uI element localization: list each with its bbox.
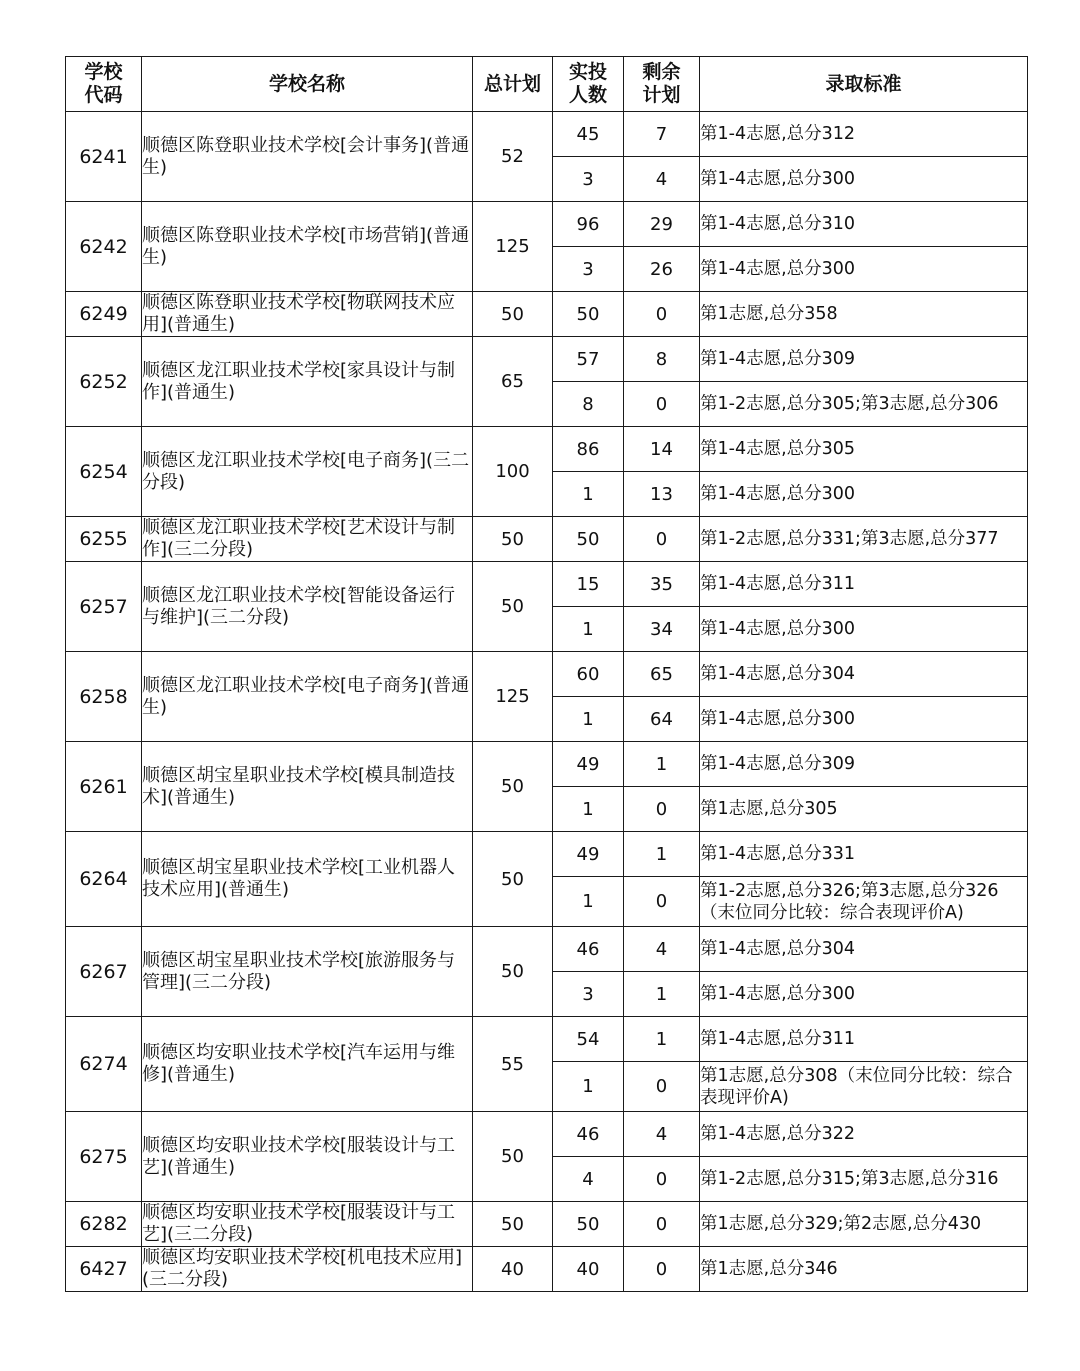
remaining-plan: 0 (624, 382, 700, 427)
remaining-plan: 7 (624, 112, 700, 157)
table-row (66, 562, 1028, 607)
remaining-plan: 0 (624, 787, 700, 832)
actual-count: 49 (553, 832, 624, 877)
total-plan: 50 (473, 562, 553, 652)
admission-standard: 第1-2志愿,总分315;第3志愿,总分316 (700, 1157, 1028, 1202)
admission-standard: 第1志愿,总分329;第2志愿,总分430 (700, 1202, 1028, 1247)
admission-standard: 第1-4志愿,总分300 (700, 972, 1028, 1017)
school-name: 顺德区龙江职业技术学校[电子商务](普通生) (142, 652, 473, 742)
actual-count: 1 (553, 1062, 624, 1112)
school-name: 顺德区胡宝星职业技术学校[模具制造技术](普通生) (142, 742, 473, 832)
total-plan: 50 (473, 927, 553, 1017)
actual-count: 1 (553, 472, 624, 517)
header-school-code: 学校 代码 (66, 57, 142, 112)
table-row (66, 1112, 1028, 1157)
admission-standard: 第1志愿,总分305 (700, 787, 1028, 832)
admission-table (65, 56, 1028, 1292)
remaining-plan: 0 (624, 1247, 700, 1292)
total-plan: 100 (473, 427, 553, 517)
school-name: 顺德区龙江职业技术学校[艺术设计与制作](三二分段) (142, 517, 473, 562)
admission-standard: 第1-4志愿,总分300 (700, 247, 1028, 292)
actual-count: 3 (553, 157, 624, 202)
remaining-plan: 65 (624, 652, 700, 697)
actual-count: 50 (553, 292, 624, 337)
actual-count: 3 (553, 247, 624, 292)
admission-standard: 第1-4志愿,总分310 (700, 202, 1028, 247)
remaining-plan: 0 (624, 877, 700, 927)
school-code: 6252 (66, 337, 142, 427)
actual-count: 96 (553, 202, 624, 247)
admission-standard: 第1-4志愿,总分300 (700, 607, 1028, 652)
school-code: 6258 (66, 652, 142, 742)
remaining-plan: 0 (624, 1062, 700, 1112)
actual-count: 1 (553, 697, 624, 742)
header-admission-standard: 录取标准 (700, 57, 1028, 112)
header-actual-count: 实投 人数 (553, 57, 624, 112)
remaining-plan: 8 (624, 337, 700, 382)
school-name: 顺德区胡宝星职业技术学校[工业机器人技术应用](普通生) (142, 832, 473, 927)
school-name: 顺德区均安职业技术学校[服装设计与工艺](三二分段) (142, 1202, 473, 1247)
school-code: 6427 (66, 1247, 142, 1292)
actual-count: 60 (553, 652, 624, 697)
admission-standard: 第1-4志愿,总分331 (700, 832, 1028, 877)
remaining-plan: 0 (624, 517, 700, 562)
admission-standard: 第1志愿,总分346 (700, 1247, 1028, 1292)
admission-standard: 第1志愿,总分308（末位同分比较：综合表现评价A) (700, 1062, 1028, 1112)
school-name: 顺德区龙江职业技术学校[电子商务](三二分段) (142, 427, 473, 517)
total-plan: 50 (473, 292, 553, 337)
remaining-plan: 4 (624, 1112, 700, 1157)
admission-standard: 第1-4志愿,总分304 (700, 652, 1028, 697)
remaining-plan: 4 (624, 157, 700, 202)
actual-count: 40 (553, 1247, 624, 1292)
school-code: 6261 (66, 742, 142, 832)
admission-standard: 第1-4志愿,总分312 (700, 112, 1028, 157)
table-body (66, 112, 1028, 1292)
remaining-plan: 64 (624, 697, 700, 742)
remaining-plan: 1 (624, 972, 700, 1017)
admission-standard: 第1-4志愿,总分309 (700, 337, 1028, 382)
actual-count: 49 (553, 742, 624, 787)
school-code: 6255 (66, 517, 142, 562)
remaining-plan: 1 (624, 1017, 700, 1062)
header-school-name: 学校名称 (142, 57, 473, 112)
table-row (66, 1247, 1028, 1292)
school-code: 6257 (66, 562, 142, 652)
total-plan: 50 (473, 1202, 553, 1247)
actual-count: 54 (553, 1017, 624, 1062)
school-code: 6275 (66, 1112, 142, 1202)
total-plan: 52 (473, 112, 553, 202)
total-plan: 50 (473, 832, 553, 927)
remaining-plan: 29 (624, 202, 700, 247)
admission-standard: 第1-4志愿,总分305 (700, 427, 1028, 472)
total-plan: 55 (473, 1017, 553, 1112)
table-row (66, 427, 1028, 472)
actual-count: 86 (553, 427, 624, 472)
school-name: 顺德区陈登职业技术学校[会计事务](普通生) (142, 112, 473, 202)
admission-table-container (65, 56, 1027, 1292)
actual-count: 1 (553, 607, 624, 652)
admission-standard: 第1-2志愿,总分326;第3志愿,总分326（末位同分比较：综合表现评价A) (700, 877, 1028, 927)
school-code: 6282 (66, 1202, 142, 1247)
actual-count: 8 (553, 382, 624, 427)
table-row (66, 927, 1028, 972)
table-row (66, 292, 1028, 337)
school-name: 顺德区胡宝星职业技术学校[旅游服务与管理](三二分段) (142, 927, 473, 1017)
admission-standard: 第1-4志愿,总分300 (700, 697, 1028, 742)
school-code: 6267 (66, 927, 142, 1017)
school-code: 6242 (66, 202, 142, 292)
admission-standard: 第1-4志愿,总分300 (700, 157, 1028, 202)
school-name: 顺德区陈登职业技术学校[物联网技术应用](普通生) (142, 292, 473, 337)
total-plan: 65 (473, 337, 553, 427)
table-row (66, 742, 1028, 787)
table-row (66, 517, 1028, 562)
admission-standard: 第1-2志愿,总分331;第3志愿,总分377 (700, 517, 1028, 562)
school-name: 顺德区均安职业技术学校[机电技术应用](三二分段) (142, 1247, 473, 1292)
school-code: 6264 (66, 832, 142, 927)
remaining-plan: 0 (624, 1157, 700, 1202)
school-name: 顺德区均安职业技术学校[汽车运用与维修](普通生) (142, 1017, 473, 1112)
header-row (66, 57, 1028, 112)
remaining-plan: 34 (624, 607, 700, 652)
remaining-plan: 1 (624, 832, 700, 877)
total-plan: 50 (473, 742, 553, 832)
actual-count: 1 (553, 787, 624, 832)
actual-count: 1 (553, 877, 624, 927)
table-row (66, 112, 1028, 157)
table-row (66, 1017, 1028, 1062)
total-plan: 50 (473, 517, 553, 562)
actual-count: 15 (553, 562, 624, 607)
table-row (66, 832, 1028, 877)
remaining-plan: 26 (624, 247, 700, 292)
school-name: 顺德区龙江职业技术学校[智能设备运行与维护](三二分段) (142, 562, 473, 652)
school-code: 6254 (66, 427, 142, 517)
school-name: 顺德区龙江职业技术学校[家具设计与制作](普通生) (142, 337, 473, 427)
admission-standard: 第1-4志愿,总分304 (700, 927, 1028, 972)
remaining-plan: 13 (624, 472, 700, 517)
header-total-plan: 总计划 (473, 57, 553, 112)
admission-standard: 第1-2志愿,总分305;第3志愿,总分306 (700, 382, 1028, 427)
remaining-plan: 0 (624, 292, 700, 337)
total-plan: 40 (473, 1247, 553, 1292)
header-remaining-plan: 剩余 计划 (624, 57, 700, 112)
actual-count: 3 (553, 972, 624, 1017)
remaining-plan: 35 (624, 562, 700, 607)
actual-count: 50 (553, 517, 624, 562)
actual-count: 57 (553, 337, 624, 382)
actual-count: 46 (553, 1112, 624, 1157)
table-row (66, 202, 1028, 247)
admission-standard: 第1-4志愿,总分311 (700, 1017, 1028, 1062)
actual-count: 45 (553, 112, 624, 157)
remaining-plan: 4 (624, 927, 700, 972)
actual-count: 50 (553, 1202, 624, 1247)
school-code: 6274 (66, 1017, 142, 1112)
remaining-plan: 14 (624, 427, 700, 472)
admission-standard: 第1-4志愿,总分300 (700, 472, 1028, 517)
table-row (66, 337, 1028, 382)
remaining-plan: 1 (624, 742, 700, 787)
admission-standard: 第1-4志愿,总分309 (700, 742, 1028, 787)
actual-count: 4 (553, 1157, 624, 1202)
actual-count: 46 (553, 927, 624, 972)
school-code: 6249 (66, 292, 142, 337)
admission-standard: 第1-4志愿,总分322 (700, 1112, 1028, 1157)
total-plan: 125 (473, 202, 553, 292)
school-name: 顺德区陈登职业技术学校[市场营销](普通生) (142, 202, 473, 292)
admission-standard: 第1-4志愿,总分311 (700, 562, 1028, 607)
remaining-plan: 0 (624, 1202, 700, 1247)
school-code: 6241 (66, 112, 142, 202)
admission-standard: 第1志愿,总分358 (700, 292, 1028, 337)
total-plan: 125 (473, 652, 553, 742)
total-plan: 50 (473, 1112, 553, 1202)
school-name: 顺德区均安职业技术学校[服装设计与工艺](普通生) (142, 1112, 473, 1202)
table-row (66, 1202, 1028, 1247)
table-row (66, 652, 1028, 697)
